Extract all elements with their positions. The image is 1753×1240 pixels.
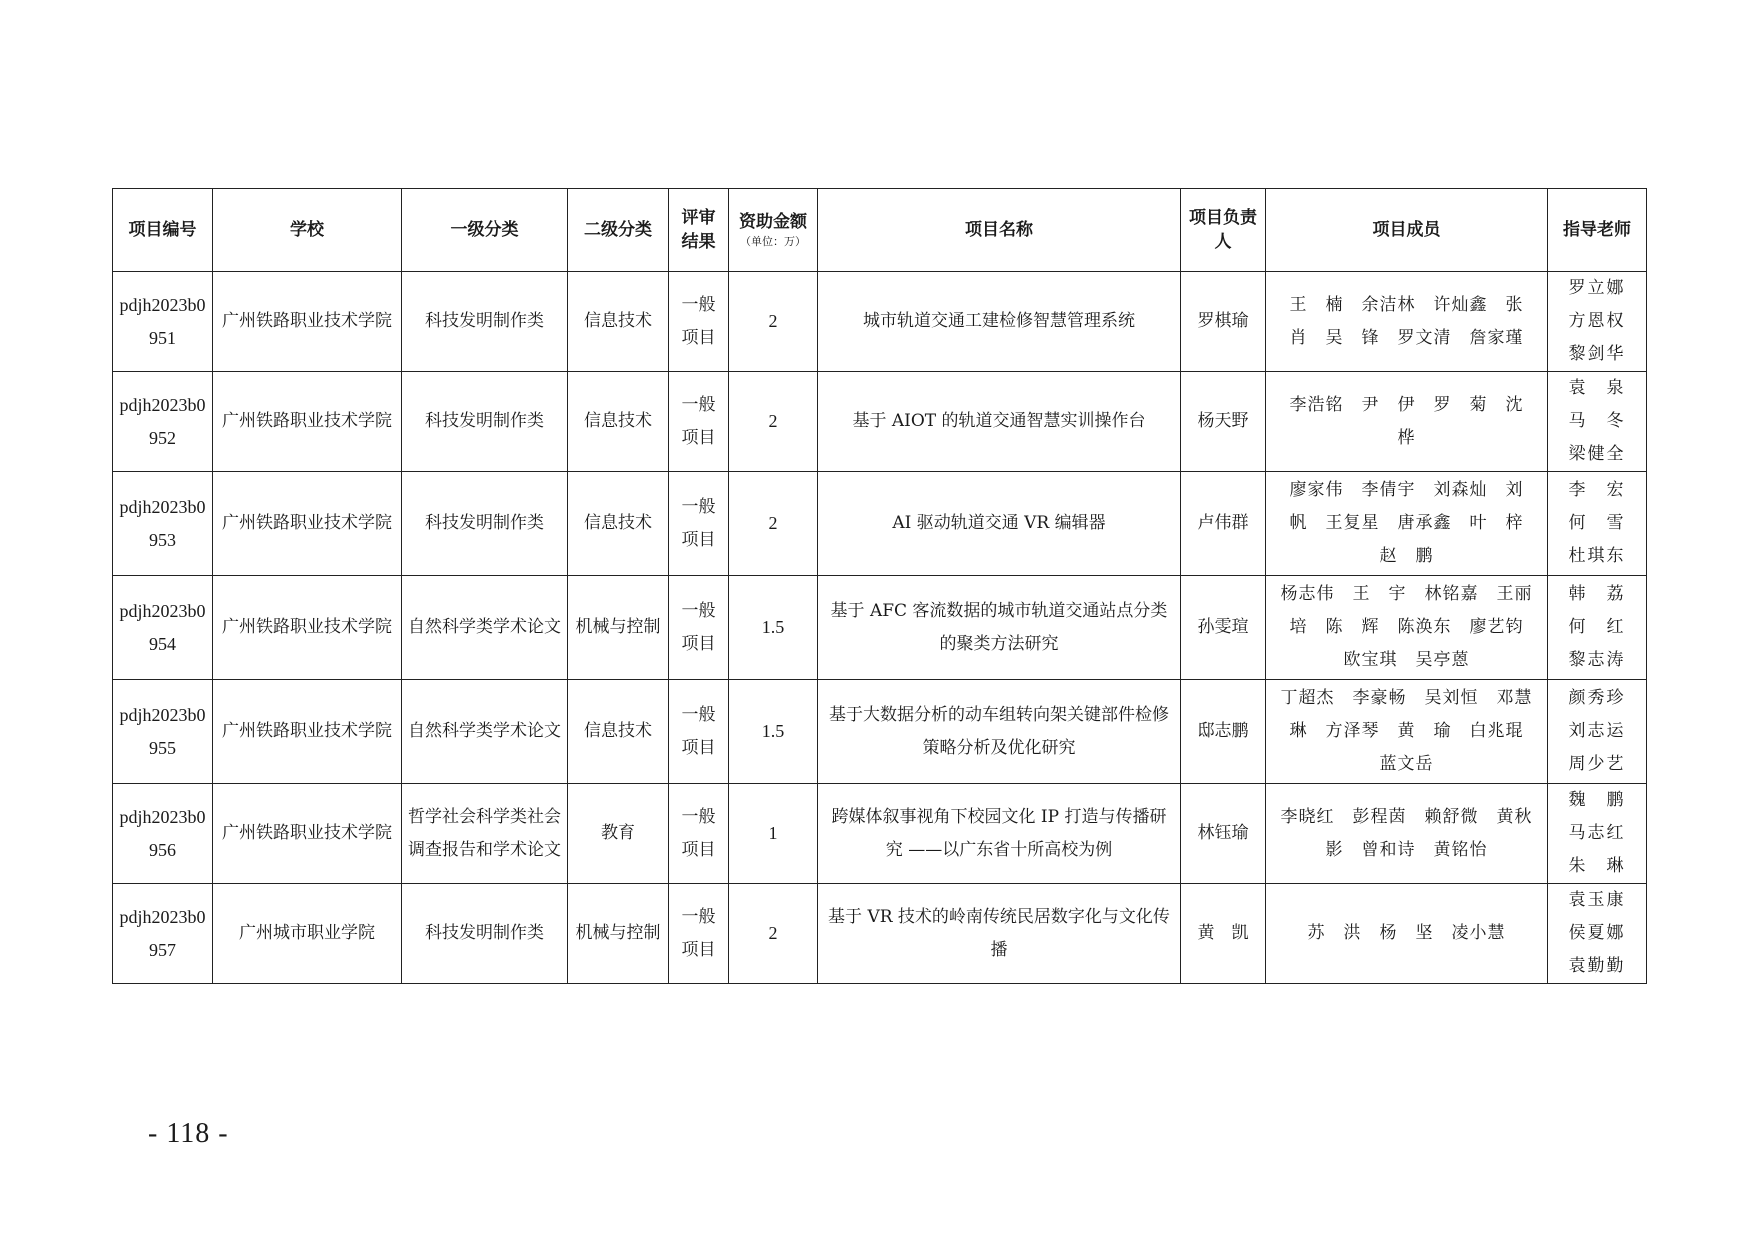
cell-mentors: 魏 鹏 马志红 朱 琳 <box>1548 784 1647 884</box>
cell-mentors: 袁 泉 马 冬 梁健全 <box>1548 372 1647 472</box>
header-row <box>113 189 1647 272</box>
header-result: 评审结果 <box>669 189 729 272</box>
table-row <box>113 884 1647 984</box>
table-row <box>113 784 1647 884</box>
cell-code: pdjh2023b0954 <box>113 576 213 680</box>
table-row <box>113 576 1647 680</box>
cell-category1: 科技发明制作类 <box>402 884 568 984</box>
cell-code: pdjh2023b0956 <box>113 784 213 884</box>
page-number: - 118 - <box>148 1118 229 1149</box>
cell-members: 苏 洪 杨 坚 凌小慧 <box>1266 884 1548 984</box>
cell-project-name: 基于 VR 技术的岭南传统民居数字化与文化传播 <box>818 884 1181 984</box>
cell-leader: 杨天野 <box>1181 372 1266 472</box>
header-category2: 二级分类 <box>568 189 669 272</box>
cell-school: 广州铁路职业技术学院 <box>213 372 402 472</box>
cell-members: 李晓红 彭程茵 赖舒微 黄秋影 曾和诗 黄铭怡 <box>1266 784 1548 884</box>
header-amount-unit: （单位：万） <box>740 235 806 248</box>
cell-amount: 1.5 <box>729 680 818 784</box>
cell-result: 一般项目 <box>669 884 729 984</box>
cell-amount: 2 <box>729 372 818 472</box>
cell-leader: 黄 凯 <box>1181 884 1266 984</box>
table-row <box>113 272 1647 372</box>
cell-category2: 信息技术 <box>568 472 669 576</box>
cell-leader: 邸志鹏 <box>1181 680 1266 784</box>
cell-amount: 2 <box>729 472 818 576</box>
cell-category2: 信息技术 <box>568 680 669 784</box>
cell-amount: 2 <box>729 884 818 984</box>
cell-category1: 科技发明制作类 <box>402 272 568 372</box>
table-row <box>113 472 1647 576</box>
cell-code: pdjh2023b0955 <box>113 680 213 784</box>
cell-category1: 自然科学类学术论文 <box>402 680 568 784</box>
cell-school: 广州铁路职业技术学院 <box>213 576 402 680</box>
cell-category2: 机械与控制 <box>568 884 669 984</box>
cell-school: 广州铁路职业技术学院 <box>213 784 402 884</box>
cell-category2: 信息技术 <box>568 372 669 472</box>
header-members: 项目成员 <box>1266 189 1548 272</box>
header-leader: 项目负责人 <box>1181 189 1266 272</box>
cell-members: 王 楠 余洁林 许灿鑫 张 肖 吴 锋 罗文清 詹家瑾 <box>1266 272 1548 372</box>
cell-members: 杨志伟 王 宇 林铭嘉 王丽培 陈 辉 陈涣东 廖艺钧 欧宝琪 吴亭蒽 <box>1266 576 1548 680</box>
cell-members: 廖家伟 李倩宇 刘森灿 刘 帆 王复星 唐承鑫 叶 梓 赵 鹏 <box>1266 472 1548 576</box>
cell-project-name: 基于 AIOT 的轨道交通智慧实训操作台 <box>818 372 1181 472</box>
cell-category2: 信息技术 <box>568 272 669 372</box>
cell-project-name: 基于 AFC 客流数据的城市轨道交通站点分类的聚类方法研究 <box>818 576 1181 680</box>
cell-leader: 卢伟群 <box>1181 472 1266 576</box>
cell-project-name: 基于大数据分析的动车组转向架关键部件检修策略分析及优化研究 <box>818 680 1181 784</box>
cell-project-name: AI 驱动轨道交通 VR 编辑器 <box>818 472 1181 576</box>
header-amount-label: 资助金额 <box>739 212 807 232</box>
cell-mentors: 罗立娜 方恩权 黎剑华 <box>1548 272 1647 372</box>
cell-project-name: 城市轨道交通工建检修智慧管理系统 <box>818 272 1181 372</box>
cell-category2: 教育 <box>568 784 669 884</box>
table-row <box>113 680 1647 784</box>
cell-result: 一般项目 <box>669 784 729 884</box>
cell-amount: 2 <box>729 272 818 372</box>
cell-category1: 科技发明制作类 <box>402 472 568 576</box>
table-row <box>113 372 1647 472</box>
cell-category2: 机械与控制 <box>568 576 669 680</box>
cell-members: 丁超杰 李豪畅 吴刘恒 邓慧琳 方泽琴 黄 瑜 白兆琨 蓝文岳 <box>1266 680 1548 784</box>
cell-leader: 罗棋瑜 <box>1181 272 1266 372</box>
cell-code: pdjh2023b0951 <box>113 272 213 372</box>
cell-category1: 哲学社会科学类社会调查报告和学术论文 <box>402 784 568 884</box>
cell-result: 一般项目 <box>669 680 729 784</box>
header-amount <box>729 189 818 272</box>
cell-project-name: 跨媒体叙事视角下校园文化 IP 打造与传播研究 ——以广东省十所高校为例 <box>818 784 1181 884</box>
cell-result: 一般项目 <box>669 472 729 576</box>
cell-school: 广州铁路职业技术学院 <box>213 680 402 784</box>
header-mentors: 指导老师 <box>1548 189 1647 272</box>
cell-amount: 1.5 <box>729 576 818 680</box>
cell-members: 李浩铭 尹 伊 罗 菊 沈 桦 <box>1266 372 1548 472</box>
cell-code: pdjh2023b0952 <box>113 372 213 472</box>
cell-category1: 科技发明制作类 <box>402 372 568 472</box>
cell-leader: 林钰瑜 <box>1181 784 1266 884</box>
cell-mentors: 颜秀珍 刘志运 周少艺 <box>1548 680 1647 784</box>
cell-mentors: 李 宏 何 雪 杜琪东 <box>1548 472 1647 576</box>
grant-project-table <box>112 188 1647 984</box>
header-school: 学校 <box>213 189 402 272</box>
cell-leader: 孙雯瑄 <box>1181 576 1266 680</box>
cell-result: 一般项目 <box>669 272 729 372</box>
cell-school: 广州铁路职业技术学院 <box>213 472 402 576</box>
cell-result: 一般项目 <box>669 576 729 680</box>
cell-mentors: 袁玉康 侯夏娜 袁勤勤 <box>1548 884 1647 984</box>
header-code: 项目编号 <box>113 189 213 272</box>
cell-code: pdjh2023b0957 <box>113 884 213 984</box>
header-category1: 一级分类 <box>402 189 568 272</box>
cell-category1: 自然科学类学术论文 <box>402 576 568 680</box>
cell-amount: 1 <box>729 784 818 884</box>
header-name: 项目名称 <box>818 189 1181 272</box>
cell-code: pdjh2023b0953 <box>113 472 213 576</box>
cell-result: 一般项目 <box>669 372 729 472</box>
cell-school: 广州城市职业学院 <box>213 884 402 984</box>
cell-school: 广州铁路职业技术学院 <box>213 272 402 372</box>
cell-mentors: 韩 荔 何 红 黎志涛 <box>1548 576 1647 680</box>
